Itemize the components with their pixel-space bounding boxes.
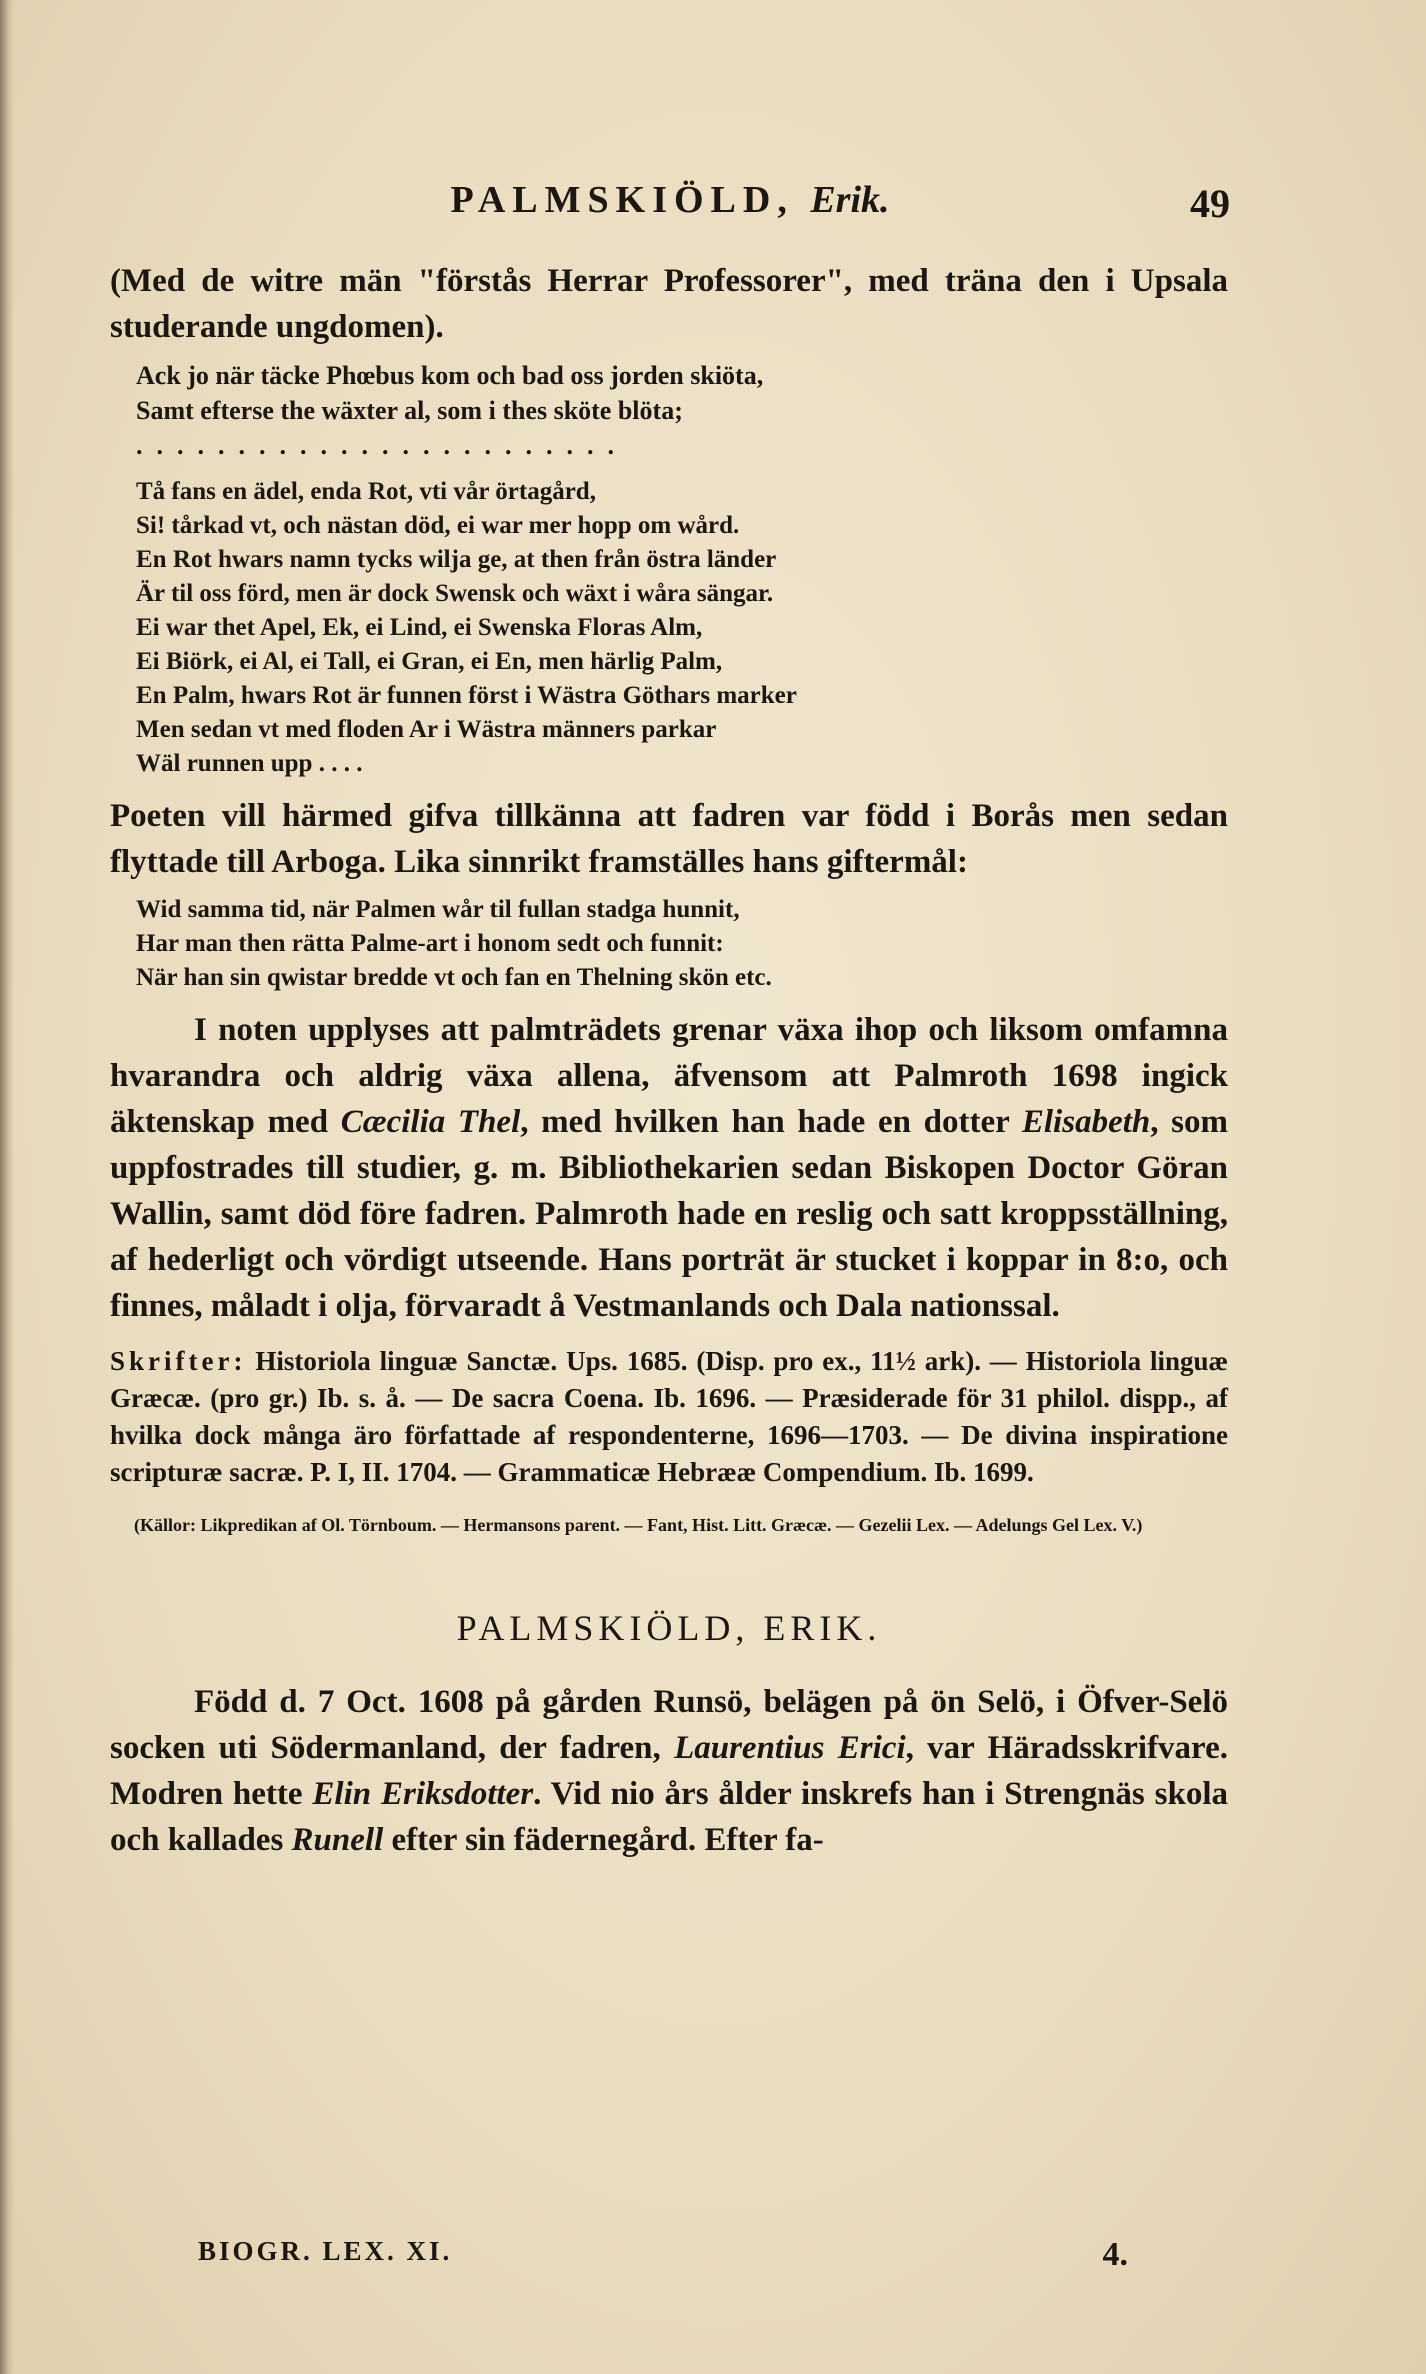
- bio-text: Född d. 7 Oct. 1608 på gården Runsö, belägen på ön Selö, i Öfver-Selö socken uti Södermanland, der fadren,: [110, 1684, 1228, 1766]
- verse-line: Har man then rätta Palme-art i honom sedt och funnit:: [136, 930, 724, 957]
- signature-mark: BIOGR. LEX. XI.: [198, 2236, 453, 2266]
- note-text: I noten upplyses att palmträdets grenar växa ihop och liksom omfamna hvarandra och aldrig växa allena, äfvensom att Palmroth 1698 ingick äktenskap med: [110, 1012, 1228, 1140]
- verse-line: Ei Biörk, ei Al, ei Tall, ei Gran, ei En, men härlig Palm,: [136, 648, 723, 675]
- bio-text: efter sin fädernegård. Efter fa-: [383, 1822, 824, 1858]
- nickname: Runell: [291, 1822, 384, 1858]
- mother-name: Elin Eriksdotter: [312, 1776, 534, 1812]
- verse-line: Si! tårkad vt, och nästan död, ei war mer hopp om wård.: [136, 512, 740, 539]
- verse-line: En Palm, hwars Rot är funnen först i Wästra Göthars marker: [136, 682, 797, 709]
- verse-line: Ack jo när täcke Phœbus kom och bad oss jorden skiöta,: [136, 361, 764, 390]
- verse-line: En Rot hwars namn tycks wilja ge, at then från östra länder: [136, 546, 777, 573]
- writings-text: Historiola linguæ Sanctæ. Ups. 1685. (Disp. pro ex., 11½ ark). — Historiola linguæ Græcæ. (pro gr.) Ib. s. å. — De sacra Coena. Ib. 1696. — Præsiderade för 31 philol. dispp., af hvilka dock många äro författade af respondenterne, 1696—1703. — De divina inspiratione scripturæ sacræ. P. I, II. 1704. — Grammaticæ Hebrææ Compendium. Ib. 1699.: [110, 1346, 1228, 1487]
- running-title: [110, 178, 1230, 222]
- note-text: , som uppfostrades till studier, g. m. Bibliothekarien sedan Biskopen Doctor Göran Wallin, samt död före fadren. Palmroth hade en reslig och satt kroppsställning, af hederligt och vördigt utseende. Hans porträt är stucket i koppar in 8:o, och finnes, måladt i olja, förvaradt å Vestmanlands och Dala nationssal.: [110, 1104, 1228, 1324]
- sources-note: (Källor: Likpredikan af Ol. Törnboum. — Hermansons parent. — Fant, Hist. Litt. Græcæ. — Gezelii Lex. — Adelungs Gel Lex. V.): [134, 1515, 1143, 1535]
- note-text: , med hvilken han hade en dotter: [520, 1104, 1022, 1140]
- verse-line: Är til oss förd, men är dock Swensk och wäxt i wåra sängar.: [136, 580, 774, 607]
- verse-line: När han sin qwistar bredde vt och fan en Thelning skön etc.: [136, 964, 772, 991]
- wife-name: Cæcilia Thel: [340, 1104, 521, 1140]
- paragraph-poet: Poeten vill härmed gifva tillkänna att fadren var född i Borås men sedan flyttade till Arboga. Lika sinnrikt framställes hans giftermål:: [110, 798, 1228, 880]
- page-number: 49: [1190, 181, 1230, 226]
- paragraph-biography: [110, 1679, 1228, 1863]
- page-header: [110, 178, 1230, 238]
- bio-text: , var Häradsskrifvare. Modren hette: [110, 1730, 1229, 1812]
- paragraph-note: [110, 1007, 1228, 1329]
- page-spine-shadow: [0, 0, 14, 2374]
- verse-line: Wäl runnen upp . . . .: [136, 750, 363, 777]
- verse-block-1: [136, 358, 1228, 463]
- verse-line: Wid samma tid, när Palmen wår til fullan stadga hunnit,: [136, 896, 740, 923]
- verse-line: Men sedan vt med floden Ar i Wästra männers parkar: [136, 716, 717, 743]
- bio-text: . Vid nio års ålder inskrefs han i Strengnäs skola och kallades: [110, 1776, 1229, 1858]
- verse-block-2: [136, 475, 1228, 781]
- paragraph-intro: (Med de witre män "förstås Herrar Professorer", med träna den i Upsala studerande ungdomen).: [110, 263, 1228, 345]
- father-name: Laurentius Erici: [674, 1730, 906, 1766]
- writings-list: [110, 1343, 1228, 1491]
- verse-line: Samt efterse the wäxter al, som i thes sköte blöta;: [136, 396, 683, 425]
- page-footer: [198, 2236, 1128, 2284]
- verse-line: Tå fans en ädel, enda Rot, vti vår örtagård,: [136, 478, 596, 505]
- running-title-name: PALMSKIÖLD,: [450, 179, 794, 221]
- section-title: PALMSKIÖLD, ERIK.: [456, 1608, 882, 1648]
- ellipsis-row: ........................: [136, 431, 628, 460]
- running-title-given: Erik.: [810, 179, 890, 221]
- verse-block-3: [136, 893, 1228, 995]
- page-body: [110, 258, 1228, 1863]
- signature-number: 4.: [1102, 2236, 1128, 2273]
- writings-label: Skrifter:: [110, 1346, 247, 1376]
- verse-line: Ei war thet Apel, Ek, ei Lind, ei Swenska Floras Alm,: [136, 614, 703, 641]
- daughter-name: Elisabeth: [1021, 1104, 1151, 1140]
